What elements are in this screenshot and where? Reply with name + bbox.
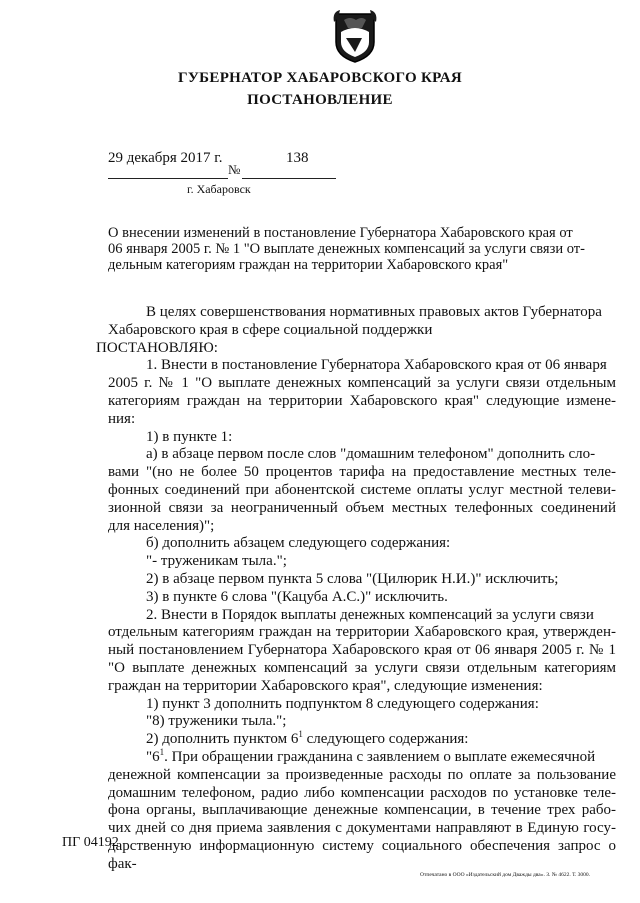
paragraph-line: 1) пункт 3 дополнить подпунктом 8 следующего содержания: [146, 695, 539, 712]
document-title [108, 225, 628, 273]
paragraph-line [108, 731, 616, 749]
paragraph-line: 2) в абзаце первом пункта 5 слова "(Цилюрик Н.И.)" исключить; [146, 570, 559, 587]
superscript: 1 [159, 746, 165, 757]
text-fragment: "6 [146, 748, 160, 765]
paragraph-line: денежной компенсации за произведенные расходы по оплате за пользование [108, 766, 616, 783]
paragraph-line: а) в абзаце первом после слов "домашним телефоном" дополнить сло- [146, 446, 596, 463]
authority-heading: ГУБЕРНАТОР ХАБАРОВСКОГО КРАЯ [178, 70, 462, 86]
paragraph-line: зионной связи за неограниченный объем местных телефонных соединений [108, 499, 616, 516]
preamble-line: В целях совершенствования нормативных правовых актов Губернатора [146, 304, 602, 320]
date-underline [108, 178, 228, 179]
printer-imprint: Отпечатано в ООО «Издательский дом Дважды два». З. № 4622. Т. 3000. [420, 872, 591, 878]
paragraph-line: ния: [108, 410, 136, 427]
paragraph-line: категориям граждан на территории Хабаровского края" следующие измене- [108, 392, 616, 409]
document-number: 138 [286, 150, 309, 166]
decree-word: ПОСТАНОВЛЯЮ: [96, 339, 218, 356]
form-code: ПГ 04192 [62, 835, 119, 850]
paragraph-line: для населения)"; [108, 517, 215, 534]
number-underline [242, 178, 336, 179]
paragraph-line: фонных соединений при абонентской системе оплаты услуг местной телеви- [108, 481, 616, 498]
paragraph-line: 1) в пункте 1: [146, 428, 233, 445]
document-date: 29 декабря 2017 г. [108, 150, 223, 166]
number-sign: № [228, 162, 241, 177]
paragraph-line: граждан на территории Хабаровского края", следующие изменения: [108, 677, 543, 694]
paragraph-line: домашним телефоном, радио либо компенсации расходов по установке теле- [108, 784, 616, 801]
paragraph-line: 2005 г. № 1 "О выплате денежных компенсаций за услуги связи отдельным [108, 375, 616, 392]
paragraph-line: ный постановлением Губернатора Хабаровского края от 06 января 2005 г. № 1 [108, 642, 616, 659]
paragraph-line: б) дополнить абзацем следующего содержания: [146, 535, 451, 552]
paragraph-line: 1. Внести в постановление Губернатора Хабаровского края от 06 января [146, 357, 607, 374]
title-line: 06 января 2005 г. № 1 "О выплате денежных компенсаций за услуги связи от- [108, 241, 585, 257]
title-line: дельным категориям граждан на территории Хабаровского края" [108, 257, 509, 273]
paragraph-line: дарственную информационную систему социального обеспечения запрос о фак- [108, 837, 616, 872]
paragraph-line: "8) труженики тыла."; [146, 713, 287, 730]
paragraph-line: "О выплате денежных компенсаций за услуги связи отдельным категориям [108, 659, 616, 676]
paragraph-line: отдельным категориям граждан на территории Хабаровского края, утвержден- [108, 624, 616, 641]
text-fragment: . При обращении гражданина с заявлением о выплате ежемесячной [164, 748, 596, 765]
paragraph-line: "- труженикам тыла."; [146, 553, 287, 570]
paragraph-line: вами "(но не более 50 процентов тарифа на предоставление местных теле- [108, 464, 616, 481]
text-fragment: 2) дополнить пунктом 6 [146, 731, 299, 748]
city-label: г. Хабаровск [187, 182, 251, 196]
text-fragment: следующего содержания: [302, 731, 469, 748]
document-type-heading: ПОСТАНОВЛЕНИЕ [247, 92, 393, 108]
paragraph-line: фона органы, выплачивающие денежные компенсации, в течение трех рабо- [108, 802, 616, 819]
paragraph-line: 3) в пункте 6 слова "(Кацуба А.С.)" исключить. [146, 588, 448, 605]
paragraph-line: чих дней со дня приема заявления с документами направляют в Единую госу- [108, 820, 616, 837]
paragraph-line: 2. Внести в Порядок выплаты денежных компенсаций за услуги связи [146, 606, 594, 623]
superscript: 1 [298, 729, 303, 740]
title-line: О внесении изменений в постановление Губернатора Хабаровского края от [108, 225, 573, 241]
preamble-line: Хабаровского края в сфере социальной поддержки [108, 321, 433, 338]
coat-of-arms-icon [332, 8, 378, 64]
document-body [96, 304, 616, 872]
paragraph-line [108, 746, 616, 767]
